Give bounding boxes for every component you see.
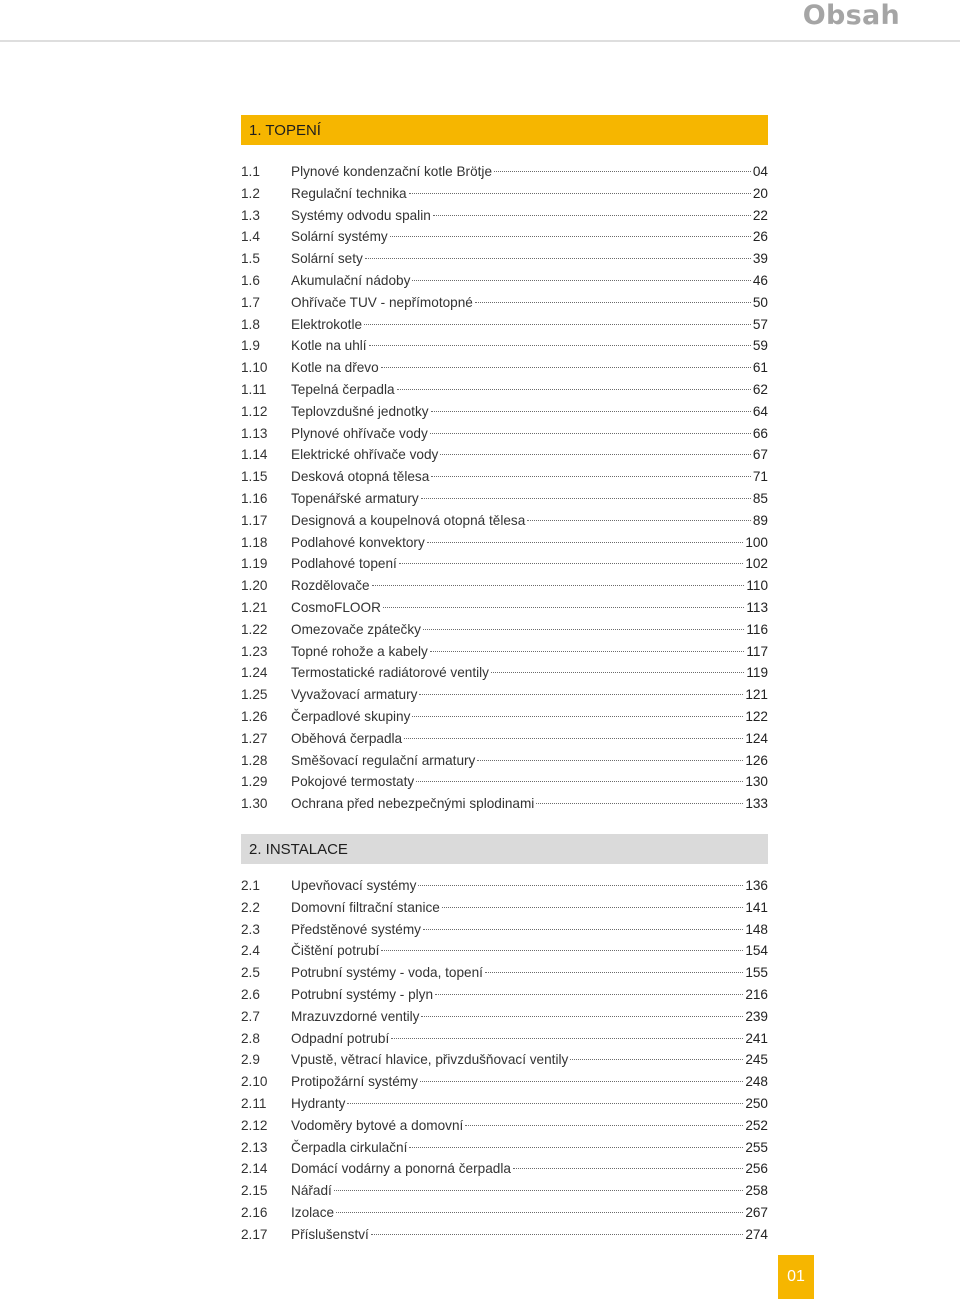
toc-entry[interactable] — [241, 1093, 768, 1115]
toc-dot-leader — [383, 607, 744, 608]
toc-entry[interactable] — [241, 161, 768, 183]
toc-entry-title: Podlahové topení — [291, 556, 397, 572]
toc-entry[interactable] — [241, 226, 768, 248]
toc-entry-number: 1.2 — [241, 185, 260, 201]
toc-entry-number: 1.24 — [241, 665, 268, 681]
toc-entry-title: Hydranty — [291, 1095, 346, 1111]
toc-entry-page: 66 — [752, 425, 768, 441]
toc-entry-number: 2.15 — [241, 1183, 268, 1199]
toc-entry-number: 1.30 — [241, 796, 268, 812]
toc-entry[interactable] — [241, 750, 768, 772]
toc-entry-page: 245 — [745, 1052, 768, 1068]
toc-entry[interactable] — [241, 1071, 768, 1093]
toc-entry-title: Kotle na dřevo — [291, 360, 379, 376]
toc-entry[interactable] — [241, 488, 768, 510]
toc-entry-title: Designová a koupelnová otopná tělesa — [291, 512, 526, 528]
toc-entry-number: 2.7 — [241, 1008, 260, 1024]
toc-entry[interactable] — [241, 728, 768, 750]
toc-entry-page: 20 — [752, 185, 768, 201]
toc-entry-title: Solární sety — [291, 251, 363, 267]
toc-entry-number: 2.4 — [241, 943, 260, 959]
toc-dot-leader — [513, 1168, 743, 1169]
toc-entry-page: 241 — [745, 1030, 768, 1046]
toc-entry-title: Systémy odvodu spalin — [291, 207, 431, 223]
toc-dot-leader — [430, 433, 751, 434]
toc-dot-leader — [399, 563, 743, 564]
toc-entry-page: 46 — [752, 272, 768, 288]
toc-entry-number: 2.5 — [241, 965, 260, 981]
toc-dot-leader — [430, 651, 745, 652]
toc-entry[interactable] — [241, 706, 768, 728]
toc-entry[interactable] — [241, 984, 768, 1006]
toc-dot-leader — [369, 345, 751, 346]
toc-entry-number: 1.11 — [241, 381, 267, 397]
toc-entry-page: 113 — [746, 599, 768, 615]
toc-entry[interactable] — [241, 962, 768, 984]
toc-dot-leader — [364, 324, 751, 325]
toc-entry[interactable] — [241, 1006, 768, 1028]
page-number-badge: 01 — [778, 1255, 814, 1299]
toc-entry-number: 1.22 — [241, 621, 268, 637]
toc-list-instalace — [241, 875, 768, 1246]
toc-entry-page: 130 — [745, 774, 768, 790]
toc-entry-title: Omezovače zpátečky — [291, 621, 421, 637]
toc-entry[interactable] — [241, 619, 768, 641]
toc-entry[interactable] — [241, 1049, 768, 1071]
toc-entry-number: 1.25 — [241, 687, 268, 703]
toc-entry-title: Ochrana před nebezpečnými splodinami — [291, 796, 535, 812]
toc-entry-title: Potrubní systémy - voda, topení — [291, 965, 483, 981]
toc-dot-leader — [420, 1081, 743, 1082]
toc-entry[interactable] — [241, 1202, 768, 1224]
toc-entry-page: 122 — [745, 708, 768, 724]
section-heading-instalace: 2. INSTALACE — [241, 834, 768, 864]
toc-entry[interactable] — [241, 444, 768, 466]
toc-dot-leader — [465, 1125, 743, 1126]
toc-entry-number: 1.14 — [241, 447, 268, 463]
toc-dot-leader — [570, 1059, 743, 1060]
toc-dot-leader — [431, 411, 751, 412]
toc-entry[interactable] — [241, 875, 768, 897]
toc-entry-title: Tepelná čerpadla — [291, 381, 395, 397]
toc-dot-leader — [494, 171, 751, 172]
toc-entry-page: 141 — [745, 899, 768, 915]
toc-entry-number: 1.27 — [241, 730, 268, 746]
toc-entry-page: 119 — [746, 665, 768, 681]
toc-entry[interactable] — [241, 401, 768, 423]
toc-entry-number: 2.11 — [241, 1095, 267, 1111]
toc-entry-page: 100 — [745, 534, 768, 550]
toc-dot-leader — [440, 454, 751, 455]
toc-entry-number: 1.15 — [241, 469, 268, 485]
toc-entry-title: Izolace — [291, 1204, 335, 1220]
toc-entry-number: 1.26 — [241, 708, 268, 724]
page-title: Obsah — [802, 0, 900, 31]
toc-entry-number: 2.14 — [241, 1161, 268, 1177]
toc-entry[interactable] — [241, 1137, 768, 1159]
toc-entry-number: 2.17 — [241, 1226, 268, 1242]
toc-entry-page: 274 — [745, 1226, 768, 1242]
toc-entry-number: 1.10 — [241, 360, 268, 376]
toc-entry-number: 2.8 — [241, 1030, 260, 1046]
toc-dot-leader — [419, 694, 743, 695]
toc-entry-number: 2.2 — [241, 899, 260, 915]
toc-dot-leader — [336, 1212, 743, 1213]
toc-entry-number: 1.19 — [241, 556, 268, 572]
toc-dot-leader — [427, 542, 744, 543]
toc-entry-page: 89 — [752, 512, 768, 528]
toc-dot-leader — [491, 672, 744, 673]
toc-entry-number: 1.8 — [241, 316, 260, 332]
toc-entry-title: Domovní filtrační stanice — [291, 899, 440, 915]
toc-entry-number: 2.13 — [241, 1139, 268, 1155]
toc-entry-page: 248 — [745, 1074, 768, 1090]
toc-entry-number: 1.7 — [241, 294, 260, 310]
toc-entry-number: 2.16 — [241, 1204, 268, 1220]
toc-entry-page: 61 — [752, 360, 768, 376]
toc-entry-page: 64 — [752, 403, 768, 419]
toc-entry-page: 67 — [752, 447, 768, 463]
toc-entry-page: 22 — [752, 207, 768, 223]
toc-entry-page: 26 — [752, 229, 768, 245]
toc-entry-number: 2.10 — [241, 1074, 268, 1090]
toc-entry-page: 116 — [746, 621, 768, 637]
toc-dot-leader — [423, 929, 743, 930]
toc-entry[interactable] — [241, 183, 768, 205]
toc-entry-title: Upevňovací systémy — [291, 878, 417, 893]
toc-list-topeni — [241, 161, 768, 815]
toc-dot-leader — [372, 585, 745, 586]
toc-entry-title: Podlahové konvektory — [291, 534, 425, 550]
toc-dot-leader — [397, 389, 751, 390]
toc-entry-page: 154 — [745, 943, 768, 959]
toc-entry-title: Vyvažovací armatury — [291, 687, 418, 703]
toc-entry-page: 39 — [752, 251, 768, 267]
toc-entry-page: 85 — [752, 490, 768, 506]
toc-entry-title: Vpustě, větrací hlavice, přivzdušňovací ventily — [291, 1052, 569, 1068]
toc-entry-number: 1.20 — [241, 578, 268, 594]
toc-entry[interactable] — [241, 1115, 768, 1137]
toc-entry-number: 1.3 — [241, 207, 260, 223]
toc-entry-title: Desková otopná tělesa — [291, 469, 430, 485]
toc-dot-leader — [485, 972, 743, 973]
toc-entry-number: 1.21 — [241, 599, 268, 615]
toc-dot-leader — [435, 994, 743, 995]
toc-entry-title: Ohřívače TUV - nepřímotopné — [291, 294, 473, 310]
toc-entry-page: 62 — [752, 381, 768, 397]
toc-entry-page: 155 — [745, 965, 768, 981]
toc-dot-leader — [409, 1147, 743, 1148]
toc-entry-page: 50 — [752, 294, 768, 310]
toc-dot-leader — [416, 781, 743, 782]
toc-entry-number: 1.6 — [241, 272, 260, 288]
toc-entry-number: 1.4 — [241, 229, 260, 245]
toc-entry-number: 1.18 — [241, 534, 268, 550]
toc-entry-title: Vodoměry bytové a domovní — [291, 1117, 464, 1133]
toc-entry-title: Odpadní potrubí — [291, 1030, 390, 1046]
toc-entry-title: Akumulační nádoby — [291, 272, 411, 288]
toc-entry[interactable] — [241, 919, 768, 941]
toc-entry[interactable] — [241, 270, 768, 292]
toc-dot-leader — [371, 1234, 744, 1235]
toc-entry-title: Pokojové termostaty — [291, 774, 415, 790]
toc-entry-title: Plynové kondenzační kotle Brötje — [291, 164, 493, 179]
toc-entry-number: 2.6 — [241, 986, 260, 1002]
toc-entry[interactable] — [241, 641, 768, 663]
toc-entry[interactable] — [241, 1028, 768, 1050]
toc-entry-title: Čerpadlové skupiny — [291, 708, 411, 724]
toc-entry[interactable] — [241, 532, 768, 554]
toc-entry-page: 250 — [745, 1095, 768, 1111]
toc-dot-leader — [536, 803, 743, 804]
toc-entry-title: Příslušenství — [291, 1226, 369, 1242]
toc-entry[interactable] — [241, 575, 768, 597]
toc-entry[interactable] — [241, 314, 768, 336]
toc-entry-title: Čerpadla cirkulační — [291, 1139, 408, 1155]
toc-entry-title: Protipožární systémy — [291, 1074, 418, 1090]
toc-dot-leader — [433, 215, 751, 216]
toc-entry-page: 102 — [745, 556, 768, 572]
toc-entry-number: 2.3 — [241, 921, 260, 937]
toc-entry-title: Topenářské armatury — [291, 490, 419, 506]
toc-dot-leader — [423, 629, 744, 630]
toc-entry-title: Elektrokotle — [291, 316, 363, 332]
toc-entry-page: 256 — [745, 1161, 768, 1177]
toc-entry-title: Potrubní systémy - plyn — [291, 986, 434, 1002]
toc-entry[interactable] — [241, 510, 768, 532]
toc-entry-page: 255 — [745, 1139, 768, 1155]
toc-entry-page: 216 — [745, 986, 768, 1002]
toc-entry-page: 133 — [745, 796, 768, 812]
toc-entry-title: Směšovací regulační armatury — [291, 752, 476, 768]
toc-dot-leader — [390, 236, 751, 237]
toc-dot-leader — [477, 760, 743, 761]
section-heading-topeni: 1. TOPENÍ — [241, 115, 768, 145]
toc-dot-leader — [421, 498, 751, 499]
toc-entry-page: 121 — [745, 687, 768, 703]
toc-entry-title: Topné rohože a kabely — [291, 643, 428, 659]
toc-dot-leader — [475, 302, 751, 303]
toc-entry-title: Nářadí — [291, 1183, 332, 1199]
toc-entry-page: 267 — [745, 1204, 768, 1220]
toc-entry-title: Čištění potrubí — [291, 943, 380, 959]
toc-entry[interactable] — [241, 335, 768, 357]
toc-entry-page: 71 — [752, 469, 768, 485]
toc-entry-number: 1.9 — [241, 338, 260, 354]
toc-dot-leader — [381, 367, 751, 368]
toc-dot-leader — [412, 280, 750, 281]
toc-entry[interactable] — [241, 1180, 768, 1202]
toc-entry-number: 2.9 — [241, 1052, 260, 1068]
toc-entry[interactable] — [241, 553, 768, 575]
toc-entry-number: 1.16 — [241, 490, 268, 506]
toc-entry-title: Elektrické ohřívače vody — [291, 447, 439, 463]
toc-entry-title: Solární systémy — [291, 229, 388, 245]
toc-entry-page: 117 — [746, 643, 768, 659]
toc-entry[interactable] — [241, 793, 768, 815]
toc-entry-page: 136 — [745, 878, 768, 893]
toc-entry-title: Kotle na uhlí — [291, 338, 367, 354]
toc-entry[interactable] — [241, 292, 768, 314]
toc-entry[interactable] — [241, 248, 768, 270]
toc-entry[interactable] — [241, 423, 768, 445]
toc-entry-number: 2.1 — [241, 878, 260, 893]
toc-entry[interactable] — [241, 1158, 768, 1180]
toc-entry-number: 1.28 — [241, 752, 268, 768]
toc-entry[interactable] — [241, 357, 768, 379]
toc-entry-title: Oběhová čerpadla — [291, 730, 403, 746]
toc-entry-page: 252 — [745, 1117, 768, 1133]
toc-entry-title: Teplovzdušné jednotky — [291, 403, 429, 419]
toc-dot-leader — [527, 520, 751, 521]
toc-entry-number: 1.17 — [241, 512, 268, 528]
toc-dot-leader — [418, 885, 743, 886]
toc-dot-leader — [404, 738, 743, 739]
toc-entry-number: 1.5 — [241, 251, 260, 267]
toc-entry-page: 239 — [745, 1008, 768, 1024]
toc-entry-page: 57 — [752, 316, 768, 332]
toc-entry[interactable] — [241, 1224, 768, 1246]
toc-dot-leader — [442, 907, 743, 908]
toc-entry[interactable] — [241, 771, 768, 793]
toc-entry-page: 124 — [745, 730, 768, 746]
toc-entry[interactable] — [241, 205, 768, 227]
toc-entry-title: Rozdělovače — [291, 578, 370, 594]
toc-dot-leader — [347, 1103, 743, 1104]
toc-entry-number: 2.12 — [241, 1117, 268, 1133]
header-divider — [0, 40, 960, 42]
toc-entry-number: 1.29 — [241, 774, 268, 790]
toc-entry-title: Předstěnové systémy — [291, 921, 421, 937]
toc-entry-number: 1.23 — [241, 643, 268, 659]
toc-entry-page: 258 — [745, 1183, 768, 1199]
toc-dot-leader — [334, 1190, 744, 1191]
toc-entry-page: 126 — [745, 752, 768, 768]
toc-entry-title: Regulační technika — [291, 185, 407, 201]
toc-entry[interactable] — [241, 940, 768, 962]
toc-entry[interactable] — [241, 379, 768, 401]
toc-entry[interactable] — [241, 597, 768, 619]
toc-entry-page: 110 — [746, 578, 768, 594]
toc-dot-leader — [409, 193, 751, 194]
toc-dot-leader — [365, 258, 751, 259]
toc-entry-number: 1.12 — [241, 403, 268, 419]
toc-dot-leader — [381, 950, 743, 951]
toc-dot-leader — [431, 476, 751, 477]
toc-entry-title: Mrazuvzdorné ventily — [291, 1008, 420, 1024]
toc-entry-page: 04 — [752, 164, 768, 179]
toc-entry-page: 148 — [745, 921, 768, 937]
toc-dot-leader — [412, 716, 743, 717]
toc-entry[interactable] — [241, 466, 768, 488]
toc-entry[interactable] — [241, 684, 768, 706]
toc-entry-number: 1.13 — [241, 425, 268, 441]
toc-dot-leader — [391, 1038, 743, 1039]
toc-entry-page: 59 — [752, 338, 768, 354]
toc-entry-title: Plynové ohřívače vody — [291, 425, 428, 441]
toc-entry-title: CosmoFLOOR — [291, 599, 381, 615]
toc-entry-title: Termostatické radiátorové ventily — [291, 665, 489, 681]
toc-entry[interactable] — [241, 897, 768, 919]
toc-entry[interactable] — [241, 662, 768, 684]
toc-entry-title: Domácí vodárny a ponorná čerpadla — [291, 1161, 511, 1177]
toc-entry-number: 1.1 — [241, 164, 260, 179]
toc-dot-leader — [421, 1016, 743, 1017]
